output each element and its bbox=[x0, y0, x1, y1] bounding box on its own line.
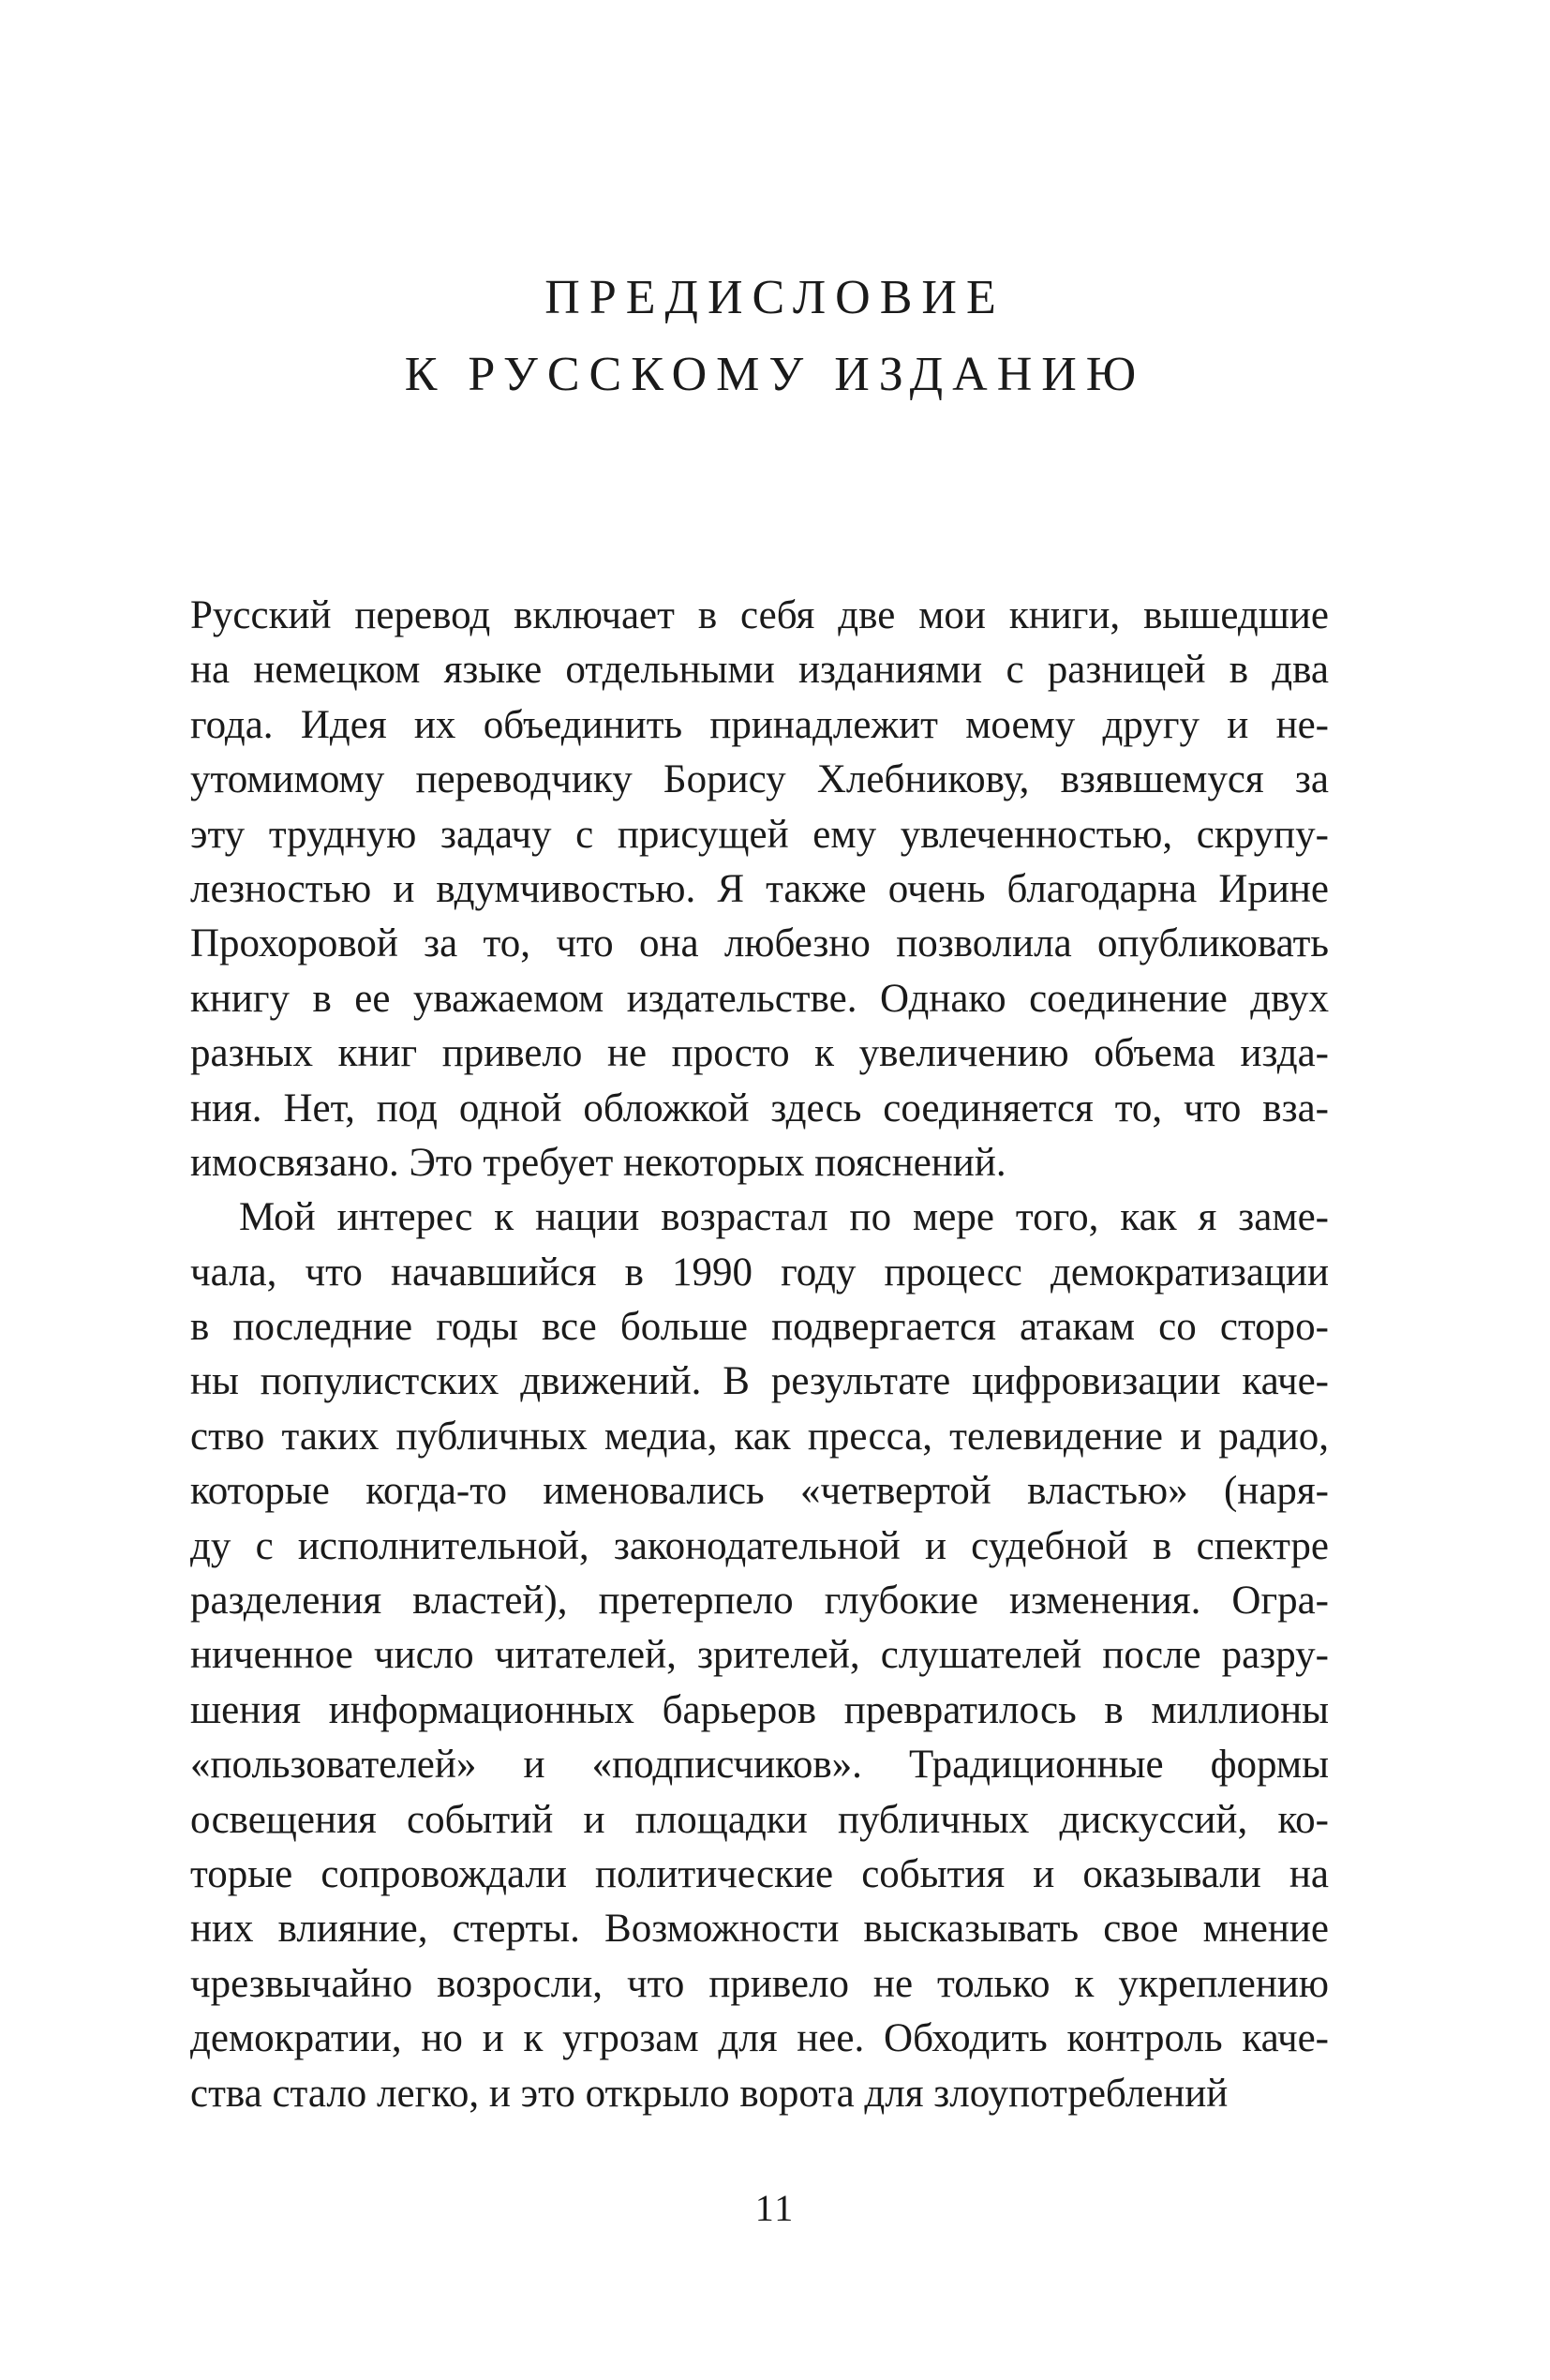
text-line: которые когда-то именовались «четвертой властью» (наря- bbox=[190, 1469, 1329, 1514]
text-line: торые сопровождали политические события и оказывали на bbox=[190, 1851, 1329, 1896]
text-line: эту трудную задачу с присущей ему увлеченностью, скрупу- bbox=[190, 812, 1329, 857]
text-line: ство таких публичных медиа, как пресса, телевидение и радио, bbox=[190, 1414, 1329, 1459]
text-line: лезностью и вдумчивостью. Я также очень благодарна Ирине bbox=[190, 866, 1329, 911]
chapter-title-line-1: ПРЕДИСЛОВИЕ bbox=[544, 271, 1006, 324]
text-line: ду с исполнительной, законодательной и судебной в спектре bbox=[190, 1523, 1329, 1568]
text-line: Русский перевод включает в себя две мои книги, вышедшие bbox=[190, 593, 1329, 637]
text-line: ства стало легко, и это открыло ворота для злоупотреблений bbox=[190, 2071, 1229, 2116]
text-line: них влияние, стерты. Возможности высказывать свое мнение bbox=[190, 1907, 1329, 1952]
text-line: ния. Нет, под одной обложкой здесь соединяется то, что вза- bbox=[190, 1085, 1329, 1130]
text-line: освещения событий и площадки публичных дискуссий, ко- bbox=[190, 1797, 1329, 1842]
page-number: 11 bbox=[754, 2187, 796, 2229]
text-line: года. Идея их объединить принадлежит моему другу и не- bbox=[190, 702, 1329, 747]
text-line: демократии, но и к угрозам для нее. Обходить контроль каче- bbox=[190, 2016, 1329, 2061]
text-line: разделения властей), претерпело глубокие изменения. Огра- bbox=[190, 1579, 1329, 1624]
text-line: имосвязано. Это требует некоторых пояснений. bbox=[190, 1140, 1006, 1185]
text-line: в последние годы все больше подвергается атакам со сторо- bbox=[190, 1305, 1329, 1350]
text-line: ны популистских движений. В результате цифровизации каче- bbox=[190, 1359, 1329, 1404]
text-line: шения информационных барьеров превратилось в миллионы bbox=[190, 1687, 1329, 1732]
body-text bbox=[190, 589, 1329, 2121]
text-line: Мой интерес к нации возрастал по мере того, как я заме- bbox=[239, 1195, 1329, 1240]
text-line: ниченное число читателей, зрителей, слушателей после разру- bbox=[190, 1633, 1329, 1678]
text-line: Прохоровой за то, что она любезно позволила опубликовать bbox=[190, 921, 1329, 966]
text-line: чала, что начавшийся в 1990 году процесс демократизации bbox=[190, 1250, 1329, 1295]
text-line: «пользователей» и «подписчиков». Традиционные формы bbox=[190, 1743, 1329, 1788]
text-line: чрезвычайно возросли, что привело не только к укреплению bbox=[190, 1961, 1329, 2006]
chapter-title-line-2: К РУССКОМУ ИЗДАНИЮ bbox=[404, 348, 1146, 401]
text-line: утомимому переводчику Борису Хлебникову, взявшемуся за bbox=[190, 757, 1329, 802]
text-line: на немецком языке отдельными изданиями с разницей в два bbox=[190, 648, 1329, 693]
text-line: книгу в ее уважаемом издательстве. Однако соединение двух bbox=[190, 976, 1329, 1021]
text-line: разных книг привело не просто к увеличению объема изда- bbox=[190, 1031, 1329, 1076]
